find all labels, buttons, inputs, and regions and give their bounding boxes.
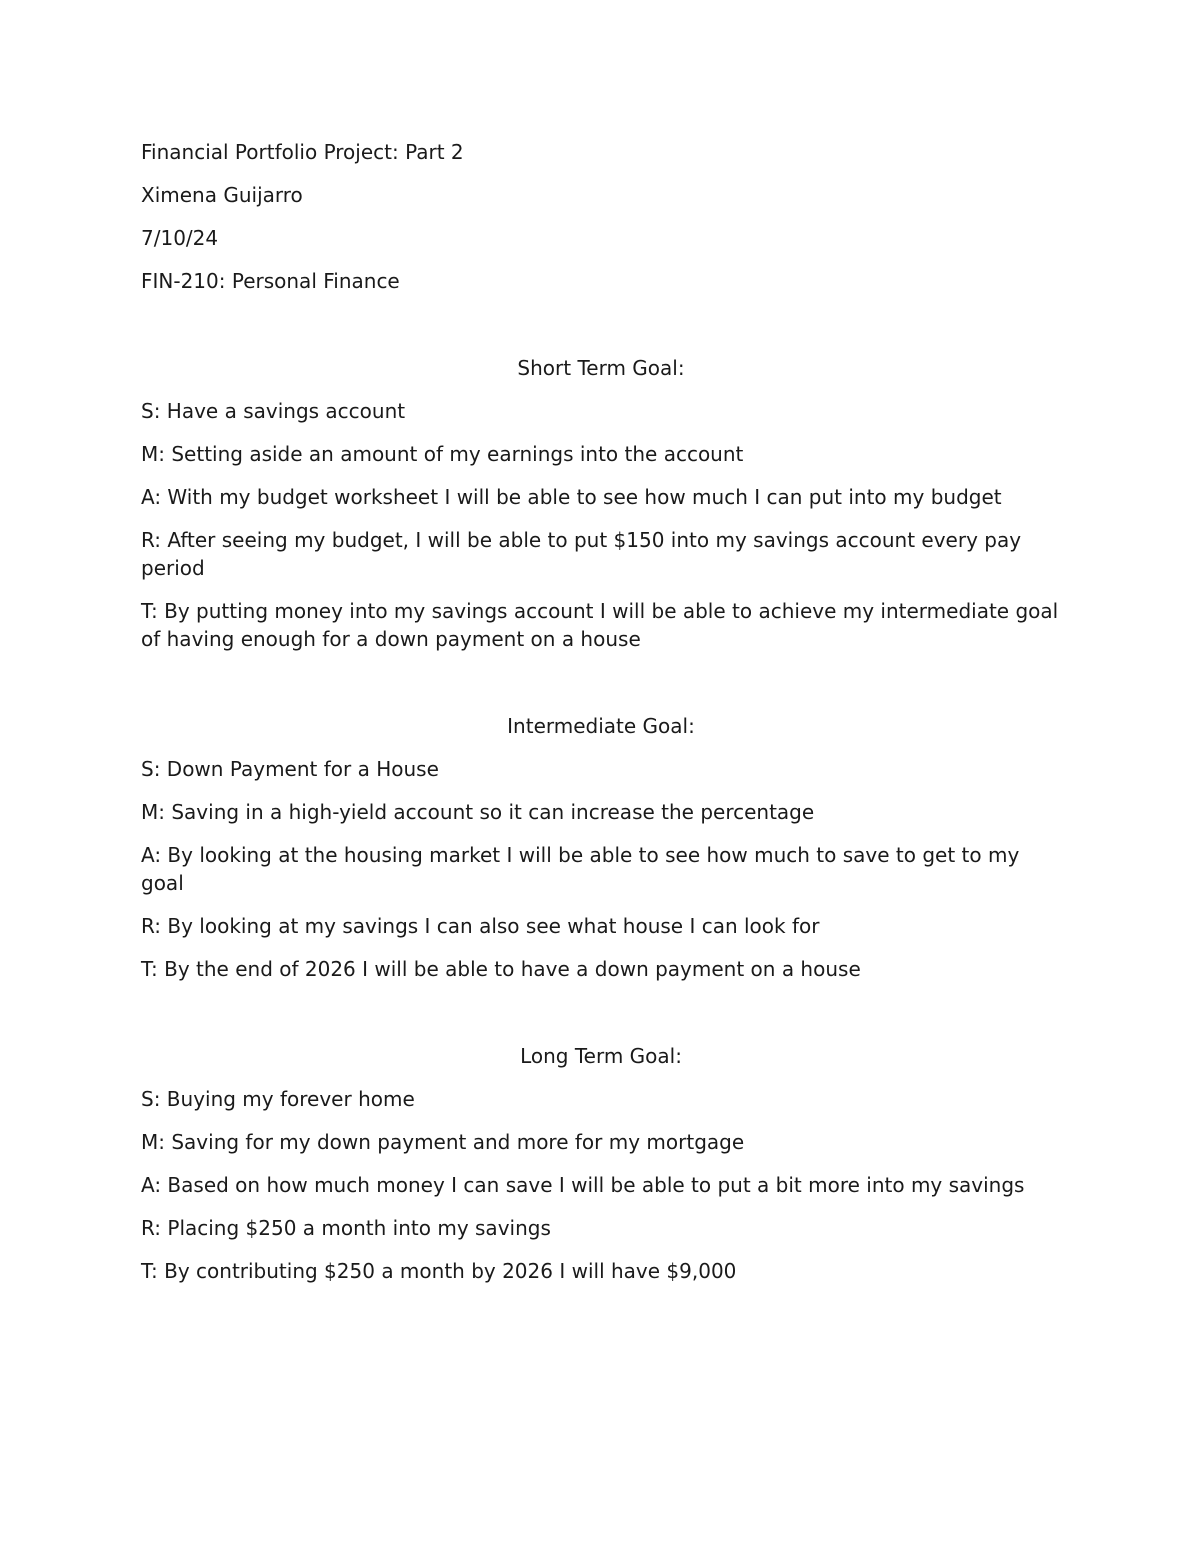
document-title: Financial Portfolio Project: Part 2 [141, 140, 464, 164]
document-date: 7/10/24 [141, 226, 219, 250]
goal-item-measurable: M: Saving in a high-yield account so it can increase the percentage [141, 800, 815, 824]
goal-item-timely: T: By contributing $250 a month by 2026 I will have $9,000 [141, 1259, 737, 1283]
goal-item-achievable: A: With my budget worksheet I will be able to see how much I can put into my budget [141, 485, 1002, 509]
section-title: Intermediate Goal: [507, 714, 695, 738]
long-term-goal-section [141, 1042, 1061, 1285]
goal-item-relevant: R: Placing $250 a month into my savings [141, 1216, 551, 1240]
goal-item-timely: T: By putting money into my savings account I will be able to achieve my intermediate goal of having enough for a down payment on a house [141, 599, 1059, 651]
goal-item-relevant: R: After seeing my budget, I will be able to put $150 into my savings account every pay period [141, 528, 1022, 580]
intermediate-goal-section [141, 712, 1061, 983]
section-title: Short Term Goal: [517, 356, 685, 380]
goal-item-specific: S: Have a savings account [141, 399, 406, 423]
goal-item-timely: T: By the end of 2026 I will be able to have a down payment on a house [141, 957, 861, 981]
goal-item-measurable: M: Setting aside an amount of my earnings into the account [141, 442, 744, 466]
course-name: FIN-210: Personal Finance [141, 269, 400, 293]
short-term-goal-section [141, 354, 1061, 653]
goal-item-achievable: A: Based on how much money I can save I will be able to put a bit more into my savings [141, 1173, 1025, 1197]
document-body [141, 138, 1061, 1300]
goal-item-measurable: M: Saving for my down payment and more for my mortgage [141, 1130, 745, 1154]
author-name: Ximena Guijarro [141, 183, 303, 207]
goal-item-relevant: R: By looking at my savings I can also see what house I can look for [141, 914, 820, 938]
section-title: Long Term Goal: [520, 1044, 682, 1068]
goal-item-specific: S: Buying my forever home [141, 1087, 415, 1111]
goal-item-achievable: A: By looking at the housing market I will be able to see how much to save to get to my goal [141, 843, 1020, 895]
goal-item-specific: S: Down Payment for a House [141, 757, 439, 781]
document-header [141, 138, 1061, 295]
